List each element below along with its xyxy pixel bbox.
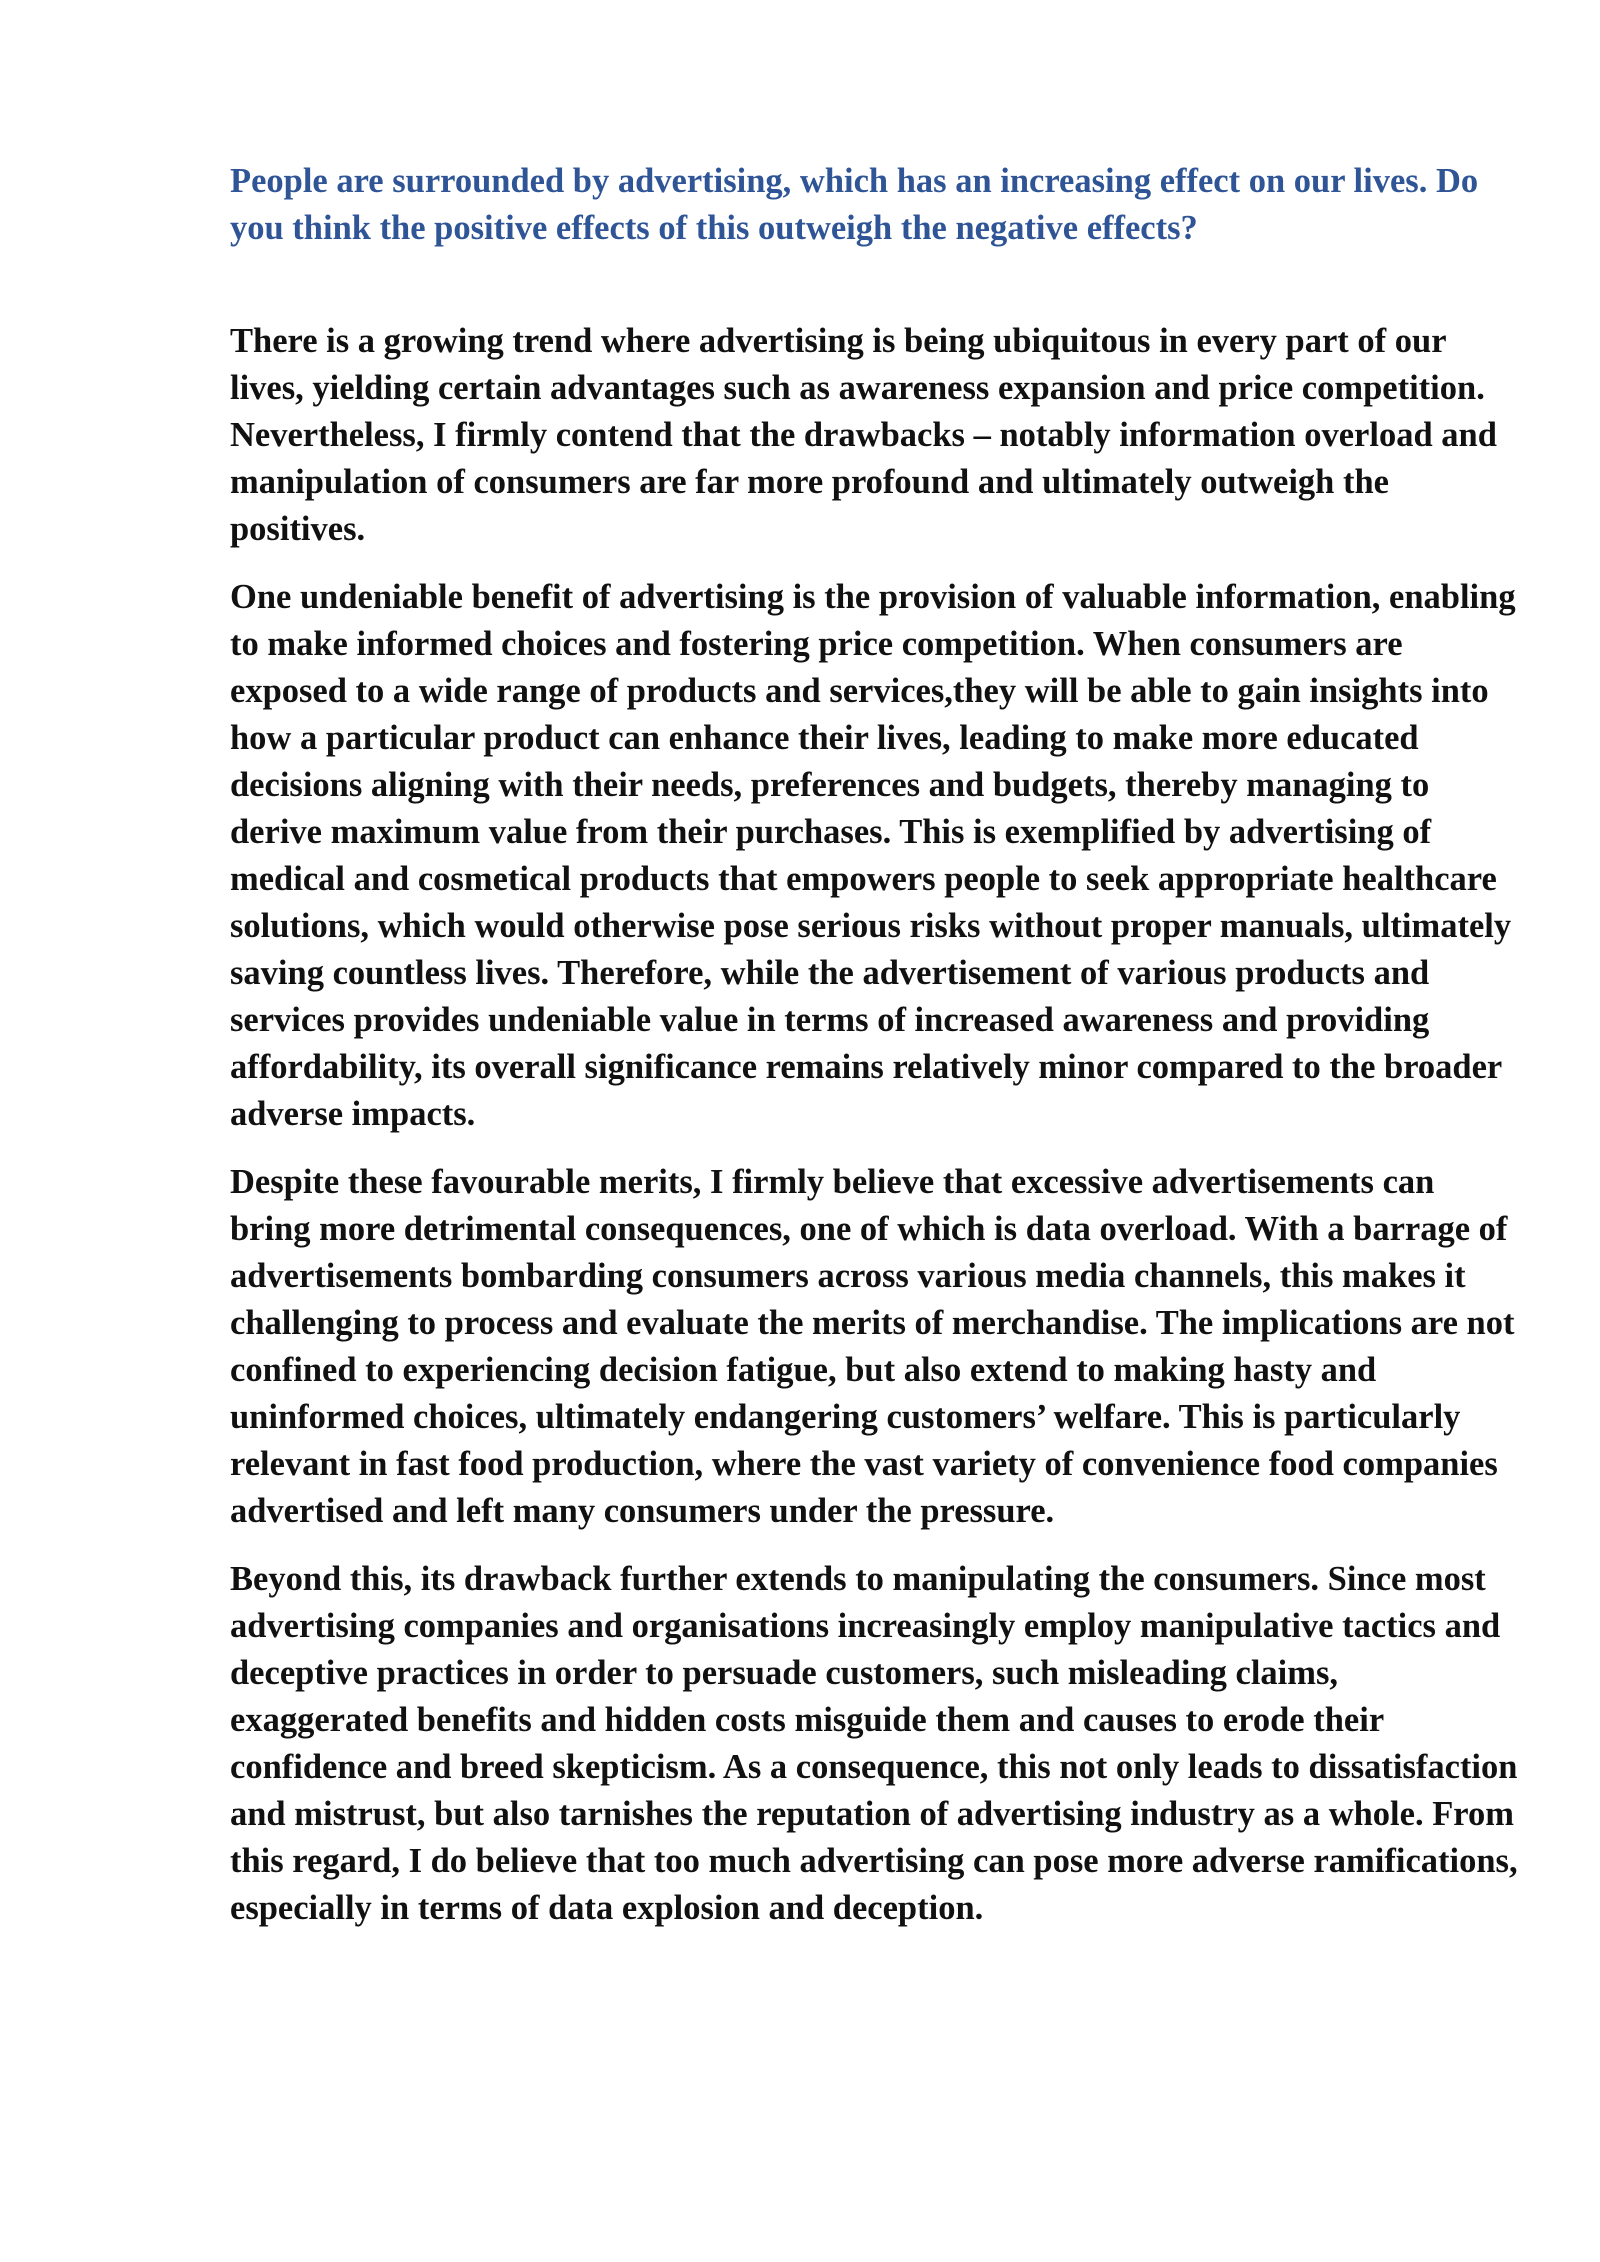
essay-paragraph-benefits: One undeniable benefit of advertising is the provision of valuable information, enabling to make informed choices and fostering price competition. When consumers are exposed to a wide range of products and services,they will be able to gain insights into how a particular product can enhance their lives, leading to make more educated decisions aligning with their needs, preferences and budgets, thereby managing to derive maximum value from their purchases. This is exemplified by advertising of medical and cosmetical products that empowers people to seek appropriate healthcare solutions, which would otherwise pose serious risks without proper manuals, ultimately saving countless lives. Therefore, while the advertisement of various products and services provides undeniable value in terms of increased awareness and providing affordability, its overall significance remains relatively minor compared to the broader adverse impacts. — [230, 578, 1516, 1133]
essay-paragraph-introduction: There is a growing trend where advertising is being ubiquitous in every part of our lives, yielding certain advantages such as awareness expansion and price competition. Nevertheless, I firmly contend that the drawbacks – notably information overload and manipulation of consumers are far more profound and ultimately outweigh the positives. — [230, 322, 1497, 548]
essay-paragraph-manipulation: Beyond this, its drawback further extends to manipulating the consumers. Since most advertising companies and organisations increasingly employ manipulative tactics and deceptive practices in order to persuade customers, such misleading claims, exaggerated benefits and hidden costs misguide them and causes to erode their confidence and breed skepticism. As a consequence, this not only leads to dissatisfaction and mistrust, but also tarnishes the reputation of advertising industry as a whole. From this regard, I do believe that too much advertising can pose more adverse ramifications, especially in terms of data explosion and deception. — [230, 1560, 1518, 1927]
document-content — [230, 158, 1520, 1953]
essay-paragraph-data-overload: Despite these favourable merits, I firmly believe that excessive advertisements can bring more detrimental consequences, one of which is data overload. With a barrage of advertisements bombarding consumers across various media channels, this makes it challenging to process and evaluate the merits of merchandise. The implications are not confined to experiencing decision fatigue, but also extend to making hasty and uninformed choices, ultimately endangering customers’ welfare. This is particularly relevant in fast food production, where the vast variety of convenience food companies advertised and left many consumers under the pressure. — [230, 1163, 1515, 1530]
essay-prompt: People are surrounded by advertising, which has an increasing effect on our lives. Do you think the positive effects of this outweigh the negative effects? — [230, 162, 1479, 247]
